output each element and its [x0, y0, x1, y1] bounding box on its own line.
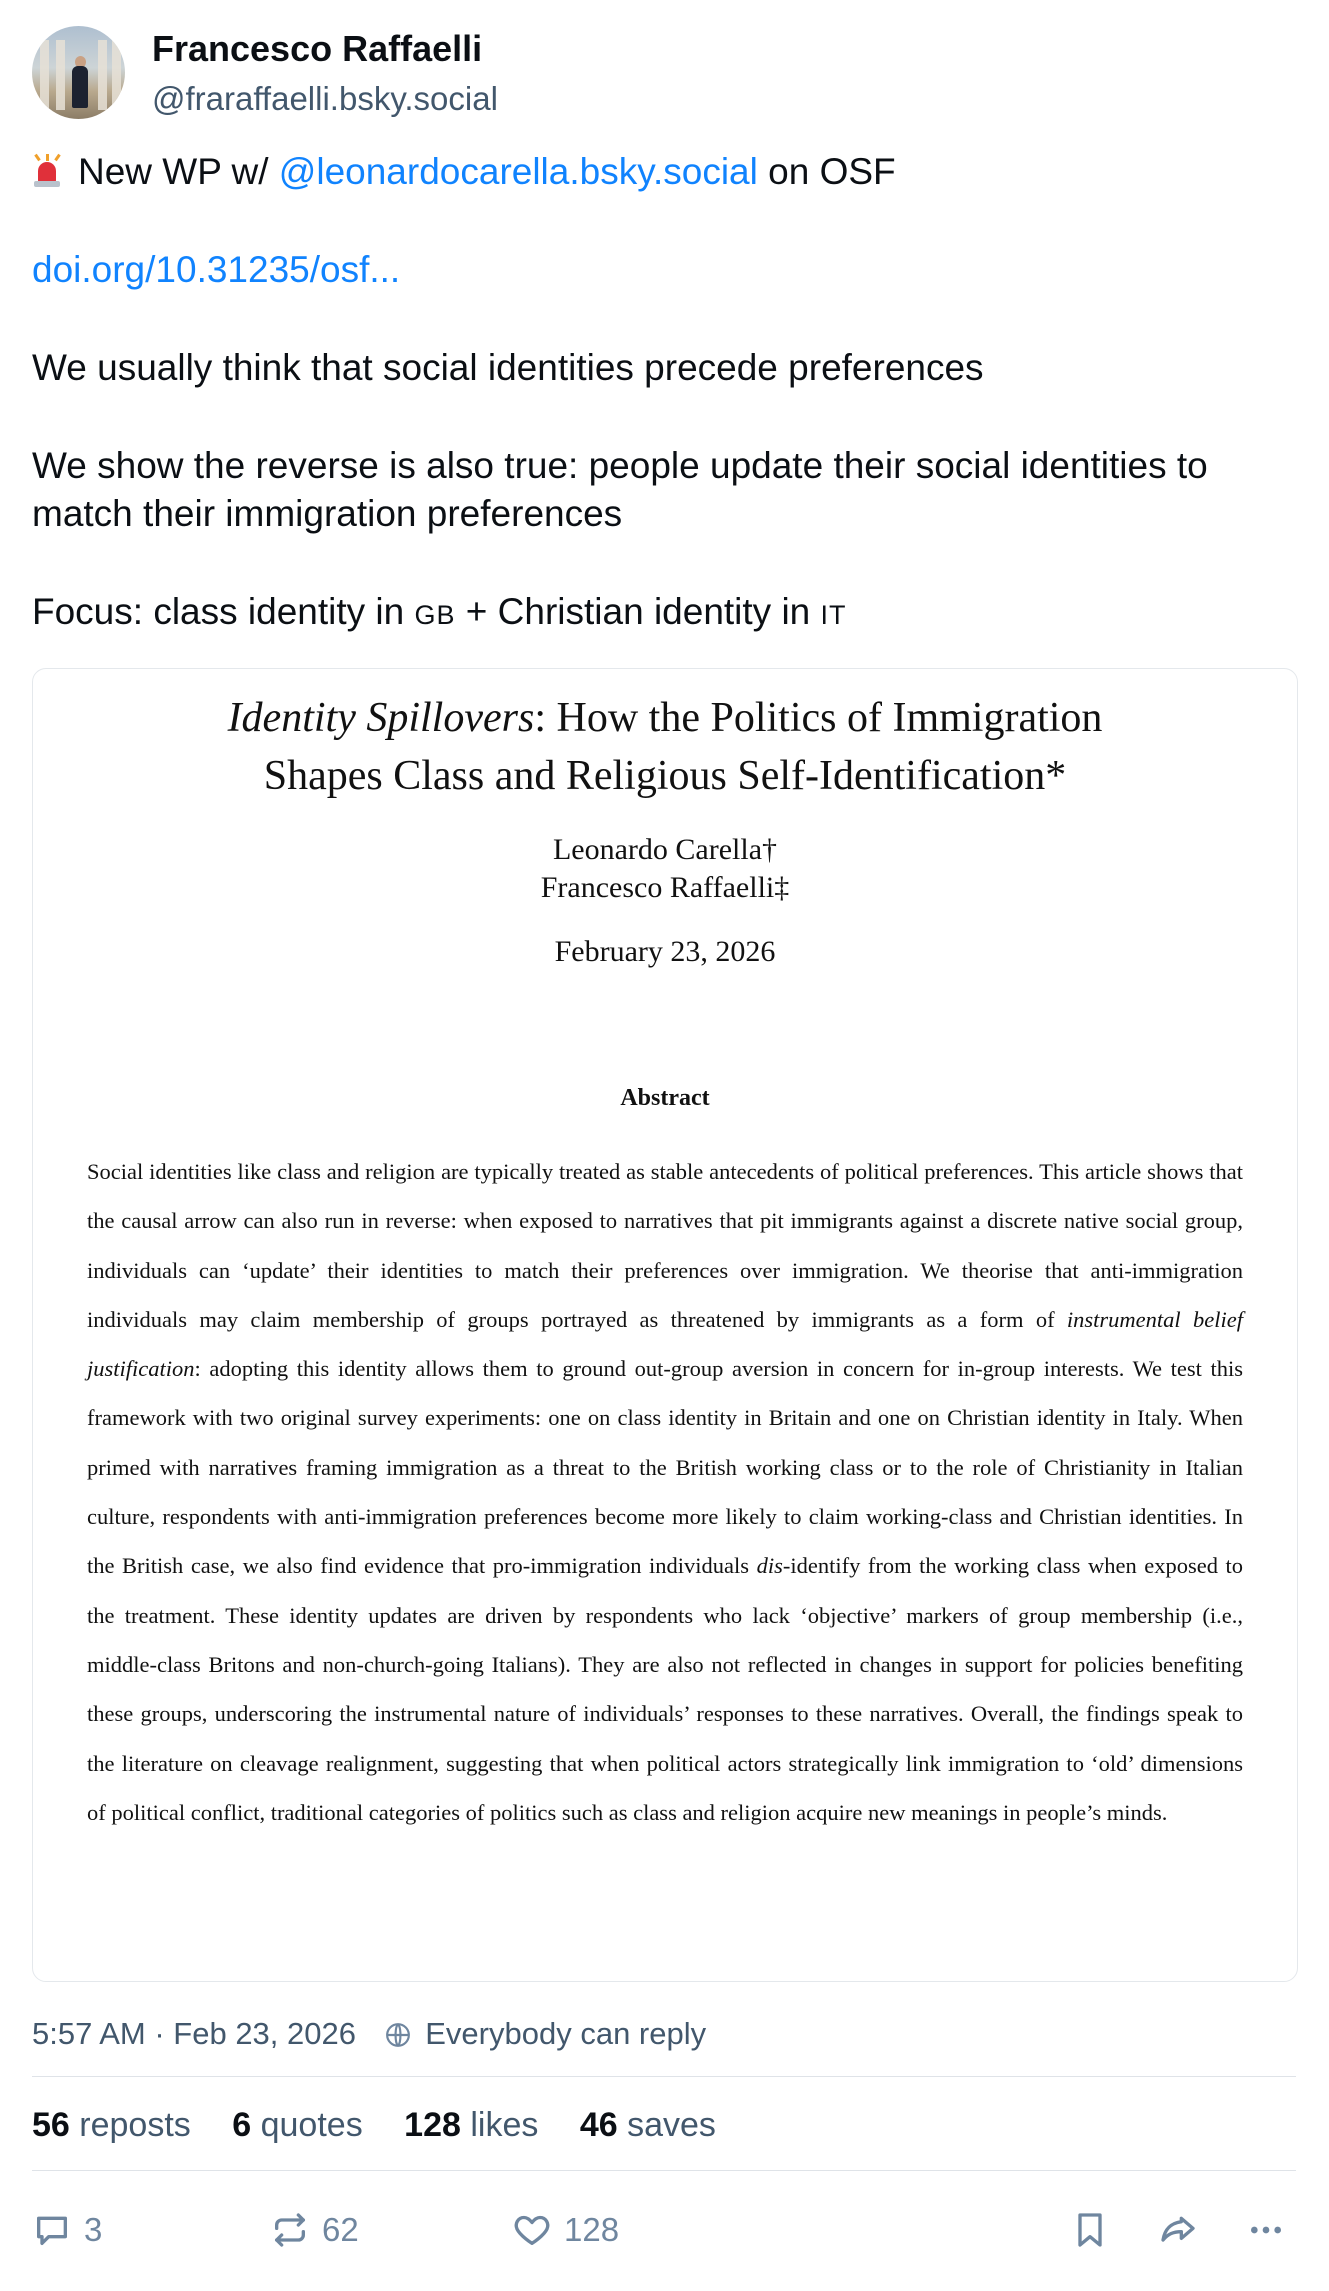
share-button[interactable] — [1158, 2200, 1198, 2260]
globe-icon — [385, 2022, 411, 2048]
post-text-segment: New WP w/ — [78, 151, 279, 192]
like-icon — [512, 2210, 552, 2250]
post-meta — [32, 2016, 706, 2052]
like-button[interactable] — [512, 2200, 619, 2260]
abstract-text: Social identities like class and religion are typically treated as stable antecedents of political preferences. This article shows that the causal arrow can also run in reverse: when exposed to narratives that pit immigrants against a discrete native social group, individuals can ‘update’ their identities to match their preferences over immigration. We theorise that anti-immigration individuals may claim membership of groups portrayed as threatened by immigrants as a form of instrumental belief justification: adopting this identity allows them to ground out-group aversion in concern for in-group interests. We test this framework with two original survey experiments: one on class identity in Britain and one on Christian identity in Italy. When primed with narratives framing immigration as a threat to the British working class or to the role of Christianity in Italian culture, respondents with anti-immigration preferences become more likely to claim working-class and Christian identities. In the British case, we also find evidence that pro-immigration individuals dis-identify from the working class when exposed to the treatment. These identity updates are driven by respondents who lack ‘objective’ markers of group membership (i.e., middle-class Britons and non-church-going Italians). They are also not reflected in changes in support for policies benefiting these groups, underscoring the instrumental nature of individuals’ responses to these narratives. Overall, the findings speak to the literature on cleavage realignment, suggesting that when political actors strategically link immigration to ‘old’ dimensions of political conflict, traditional categories of politics such as class and religion acquire new meanings in people’s minds. — [87, 1159, 1243, 1825]
repost-icon — [270, 2210, 310, 2250]
reply-icon — [32, 2210, 72, 2250]
post-timestamp: 5:57 AM · Feb 23, 2026 — [32, 2016, 356, 2051]
action-bar — [0, 2200, 1329, 2260]
reposts-stat[interactable]: 56 reposts — [32, 2106, 191, 2144]
post-text — [32, 148, 1302, 639]
author-handle[interactable]: @fraraffaelli.bsky.social — [152, 80, 498, 117]
reply-setting: Everybody can reply — [425, 2016, 707, 2051]
post-paragraph: Focus: class identity in GB + Christian identity in IT — [32, 591, 847, 632]
reply-count: 3 — [84, 2211, 103, 2248]
doi-link[interactable]: doi.org/10.31235/osf... — [32, 249, 401, 290]
saves-stat[interactable]: 46 saves — [579, 2106, 716, 2144]
likes-stat[interactable]: 128 likes — [404, 2106, 539, 2144]
engagement-stats — [32, 2106, 748, 2145]
paper-authors: Leonardo Carella† Francesco Raffaelli‡ — [540, 833, 790, 904]
reply-button[interactable] — [32, 2200, 102, 2260]
more-options-button[interactable] — [1246, 2200, 1286, 2260]
like-count: 128 — [564, 2211, 620, 2248]
embedded-image[interactable] — [32, 668, 1298, 1982]
avatar[interactable] — [32, 26, 125, 119]
author-display-name[interactable]: Francesco Raffaelli — [152, 28, 483, 69]
siren-icon — [32, 154, 62, 188]
divider — [32, 2076, 1296, 2077]
divider — [32, 2170, 1296, 2171]
mention-link[interactable]: @leonardocarella.bsky.social — [278, 151, 758, 192]
paper-date: February 23, 2026 — [554, 935, 776, 968]
quotes-stat[interactable]: 6 quotes — [232, 2106, 363, 2144]
repost-button[interactable] — [270, 2200, 359, 2260]
abstract-heading: Abstract — [620, 1085, 710, 1111]
post-line-intro — [32, 148, 1302, 196]
country-code-gb: GB — [414, 600, 456, 630]
post-paragraph: We show the reverse is also true: people update their social identities to match their immigration preferences — [32, 445, 1208, 534]
paper-title: Identity Spillovers: How the Politics of Immigration Shapes Class and Religious Self-Identification* — [227, 695, 1103, 799]
bookmark-icon — [1070, 2210, 1110, 2250]
post-paragraph: We usually think that social identities precede preferences — [32, 347, 984, 388]
more-icon — [1246, 2210, 1286, 2250]
post-text-segment: on OSF — [757, 151, 896, 192]
country-code-it: IT — [820, 600, 847, 630]
bookmark-button[interactable] — [1070, 2200, 1110, 2260]
repost-count: 62 — [322, 2211, 359, 2248]
share-icon — [1158, 2210, 1198, 2250]
